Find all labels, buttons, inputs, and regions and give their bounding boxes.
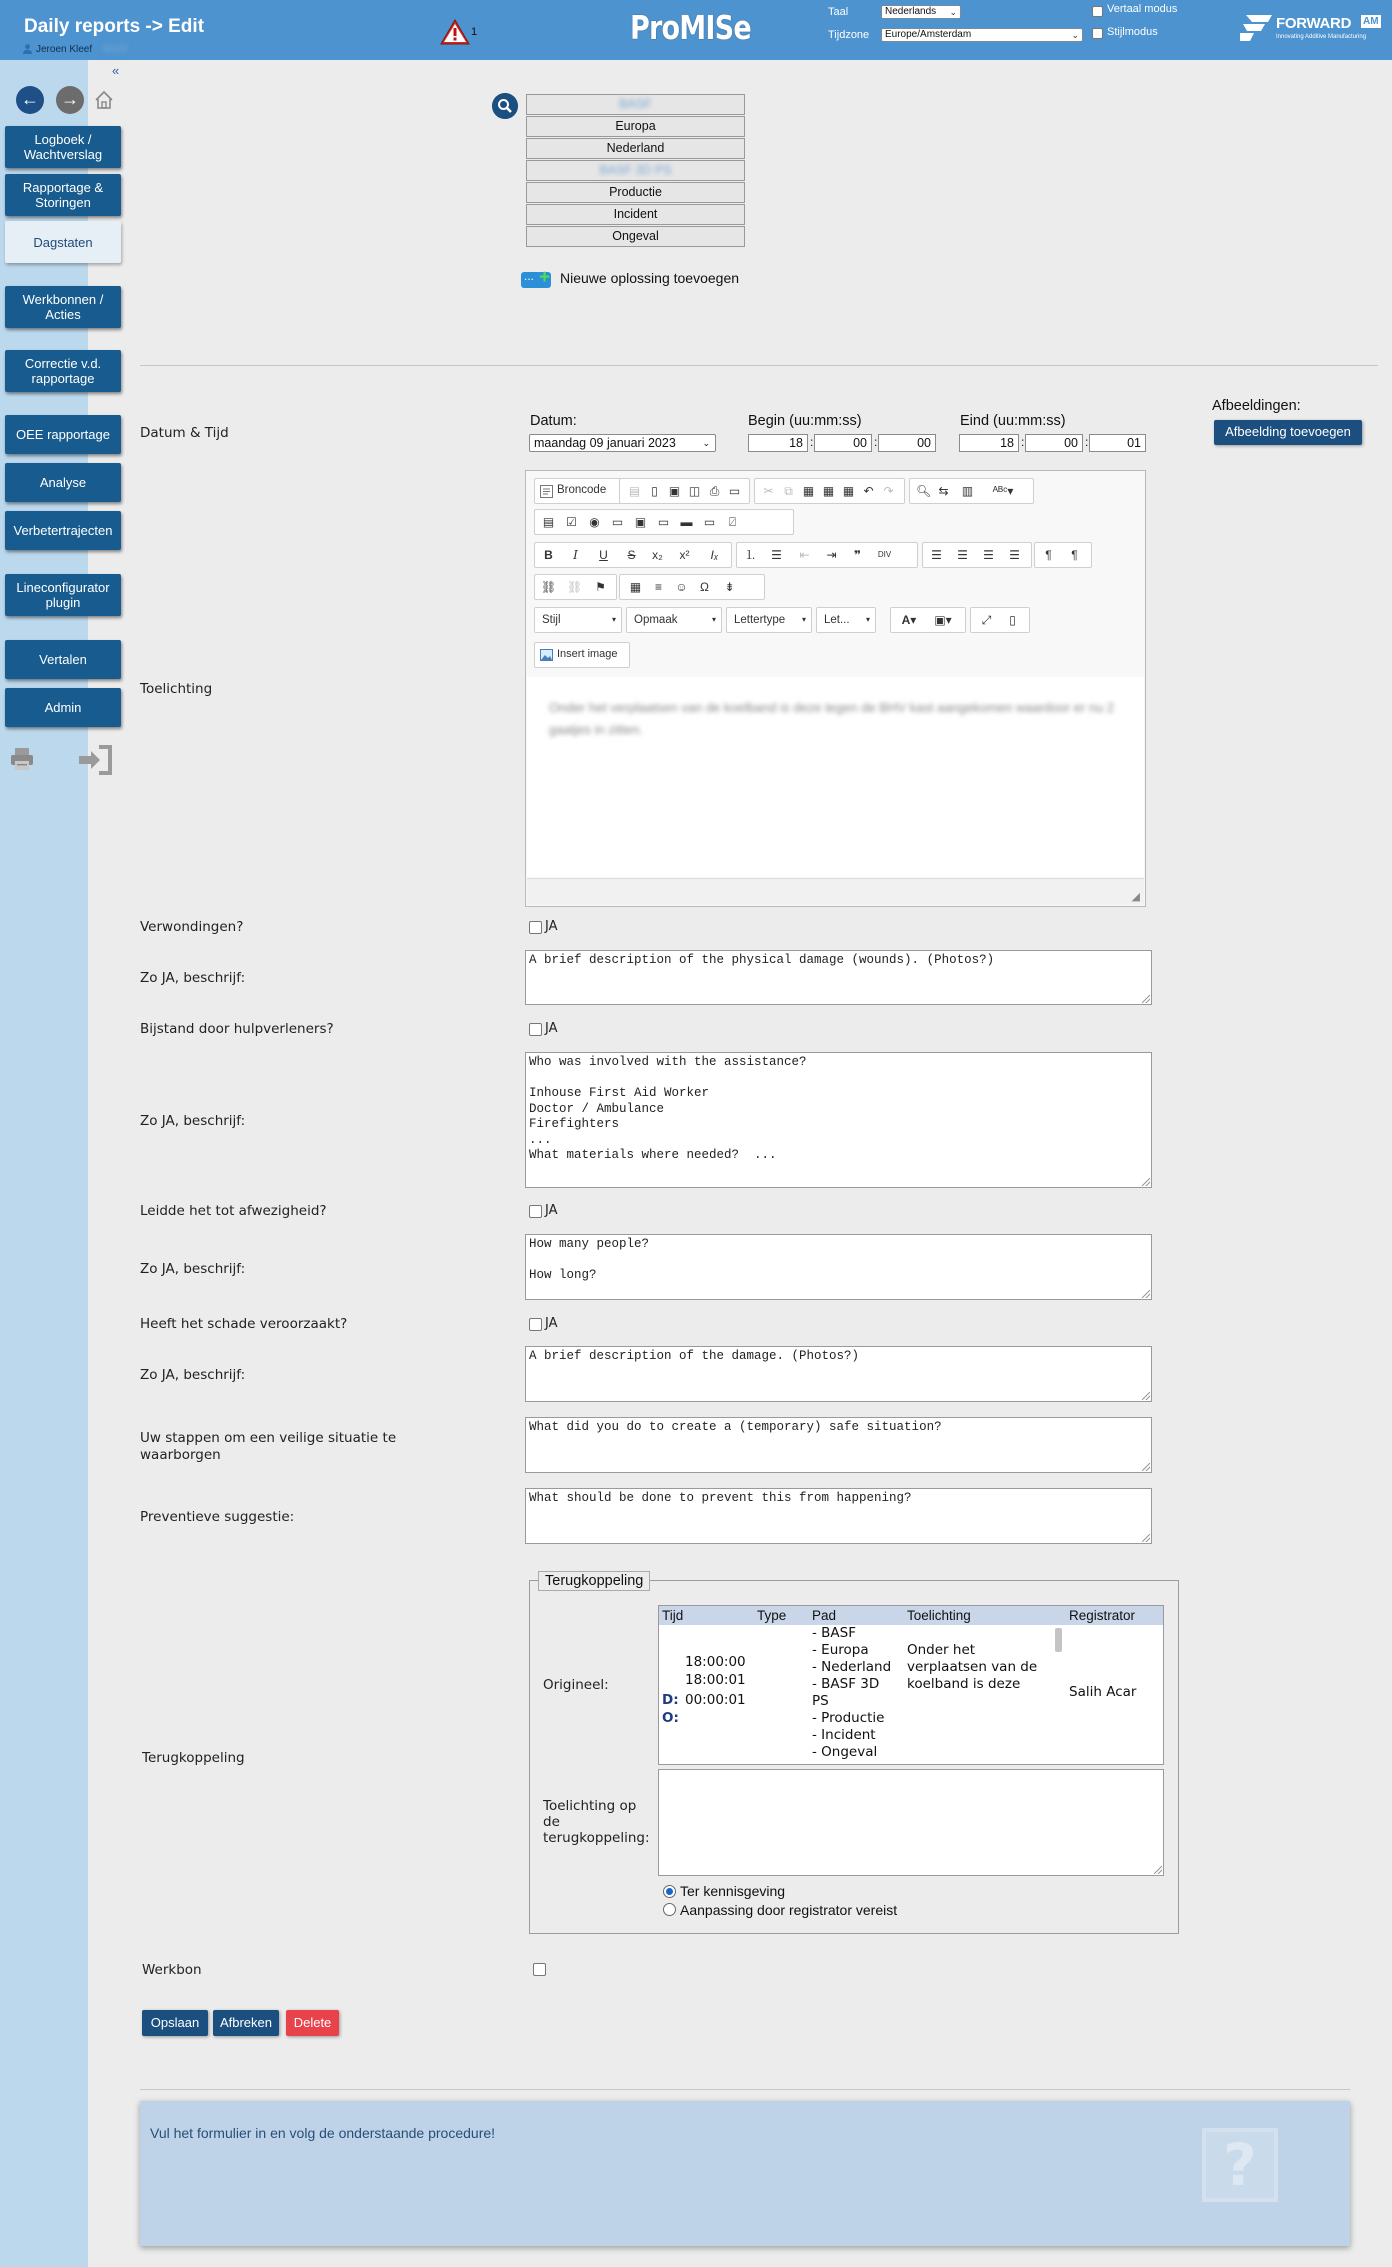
insert-image-label: Insert image — [557, 648, 618, 660]
toolbar-align-group — [922, 542, 1032, 568]
checkbox-icon[interactable]: ☑ — [566, 515, 577, 529]
tree-item-nederland[interactable]: Nederland — [526, 138, 745, 159]
forward-logo-mark — [1238, 13, 1274, 43]
damage-checkbox[interactable] — [529, 1318, 542, 1331]
div-container-icon[interactable]: DIV — [877, 550, 892, 559]
end-seconds-input[interactable]: 01 — [1089, 434, 1146, 452]
toelichting-label: Toelichting — [140, 681, 213, 697]
divider — [140, 365, 1378, 366]
sidebar-item-correctie[interactable]: Correctie v.d. rapportage — [5, 350, 121, 392]
page-break-icon[interactable]: ⇟ — [724, 580, 735, 594]
redo-icon[interactable]: ↷ — [883, 484, 894, 498]
damage-desc-textarea[interactable]: A brief description of the damage. (Photos?) — [525, 1346, 1152, 1402]
downtime-label: O: — [662, 1710, 679, 1726]
original-label: Origineel: — [543, 1677, 609, 1693]
toolbar-insert-group — [619, 574, 765, 600]
tree-item-ongeval[interactable]: Ongeval — [526, 226, 745, 247]
print-icon[interactable]: ⎙ — [709, 484, 720, 498]
toolbar-document-group — [619, 478, 750, 504]
history-table-header — [659, 1606, 1163, 1625]
horizontal-line-icon[interactable]: ≡ — [654, 580, 662, 594]
begin-hours-input[interactable]: 18 — [748, 434, 808, 452]
align-left-icon[interactable]: ☰ — [931, 548, 942, 562]
remove-format-icon[interactable]: Iₓ — [710, 548, 719, 562]
font-value: Lettertype — [734, 614, 786, 626]
collapse-sidebar-icon[interactable]: « — [112, 63, 120, 78]
new-page-icon[interactable]: ▯ — [651, 484, 658, 498]
comment-line: Onder het — [907, 1642, 976, 1658]
assistance-desc-label: Zo JA, beschrijf: — [140, 1113, 246, 1129]
info-text: Vul het formulier in en volg de onderstaande procedure! — [150, 2125, 496, 2141]
add-image-button[interactable]: Afbeelding toevoegen — [1214, 420, 1362, 445]
path-line: PS — [812, 1693, 829, 1709]
format-select[interactable] — [626, 607, 722, 633]
feedback-section-label: Terugkoppeling — [142, 1750, 245, 1766]
end-minutes-input[interactable]: 00 — [1025, 434, 1083, 452]
text-color-icon[interactable]: A▾ — [901, 613, 917, 627]
absence-desc-textarea[interactable]: How many people? How long? — [525, 1234, 1152, 1300]
format-value: Opmaak — [634, 614, 678, 626]
user-info — [36, 44, 129, 55]
absence-question: Leidde het tot afwezigheid? — [140, 1203, 327, 1219]
absence-yes-label: JA — [545, 1203, 558, 1218]
select-all-icon[interactable]: ▥ — [961, 484, 974, 498]
sidebar-item-analyse[interactable]: Analyse — [5, 463, 121, 502]
ltr-icon[interactable]: ¶ — [1045, 548, 1052, 562]
damage-question: Heeft het schade veroorzaakt? — [140, 1316, 348, 1332]
save-icon[interactable]: ▤ — [628, 484, 641, 498]
spellcheck-icon[interactable]: ᴬᴮᶜ▾ — [992, 484, 1014, 498]
wounds-question: Verwondingen? — [140, 919, 244, 935]
button-icon[interactable]: ▬ — [680, 515, 693, 529]
comment-scrollbar[interactable] — [1055, 1628, 1062, 1652]
link-icon[interactable]: ⛓ — [541, 580, 557, 594]
select-icon[interactable]: ▭ — [657, 515, 670, 529]
path-line: - BASF 3D — [812, 1676, 880, 1692]
radio-adjustment-required-label: Aanpassing door registrator vereist — [680, 1902, 898, 1918]
prevention-label: Preventieve suggestie: — [140, 1509, 295, 1525]
tree-item-label: BASF — [619, 97, 652, 111]
bullet-list-icon[interactable]: ☰ — [771, 548, 782, 562]
radio-for-information[interactable] — [663, 1885, 676, 1898]
wounds-yes-label: JA — [545, 919, 558, 934]
absence-desc-label: Zo JA, beschrijf: — [140, 1261, 246, 1277]
cancel-button[interactable]: Afbreken — [213, 2010, 279, 2036]
help-icon[interactable]: ? — [1202, 2128, 1278, 2202]
preview-icon[interactable]: ◫ — [688, 484, 701, 498]
chevron-down-icon: ▾ — [711, 615, 716, 624]
toolbar-find-group — [909, 478, 1034, 504]
search-icon[interactable] — [492, 93, 518, 119]
toolbar-basic-style-group — [534, 542, 732, 568]
italic-icon[interactable]: I — [573, 548, 578, 562]
time-separator: : — [874, 435, 878, 449]
add-solution-link[interactable] — [521, 267, 740, 288]
toolbar-paragraph-group — [736, 542, 918, 568]
paste-text-icon[interactable]: ▦ — [822, 484, 835, 498]
tree-item-incident[interactable]: Incident — [526, 204, 745, 225]
forward-am-logo — [1238, 9, 1382, 47]
column-header-type: Type — [757, 1608, 787, 1623]
editor-content-area[interactable] — [527, 677, 1144, 877]
rich-text-editor — [525, 470, 1146, 907]
begin-seconds-input[interactable]: 00 — [878, 434, 936, 452]
sidebar-item-logboek[interactable]: Logboek / Wachtverslag — [5, 126, 121, 168]
underline-icon[interactable]: U — [599, 548, 608, 562]
path-line: - Productie — [812, 1710, 885, 1726]
replace-icon[interactable]: ⇆ — [938, 484, 949, 498]
copy-icon[interactable]: ⧉ — [784, 484, 793, 498]
style-mode-checkbox[interactable] — [1092, 28, 1103, 39]
user-icon — [22, 43, 33, 54]
toolbar-clipboard-group — [754, 478, 905, 504]
column-header-comment: Toelichting — [907, 1608, 971, 1623]
size-select[interactable] — [816, 607, 876, 633]
style-select[interactable] — [534, 607, 622, 633]
back-icon[interactable]: ← — [16, 86, 44, 114]
strikethrough-icon[interactable]: S — [627, 548, 636, 562]
translate-mode-checkbox[interactable] — [1092, 6, 1103, 17]
delete-button[interactable]: Delete — [286, 2010, 339, 2036]
background-color-icon[interactable]: ▣▾ — [934, 613, 952, 627]
style-mode-label: Stijlmodus — [1107, 26, 1158, 38]
insert-image-button[interactable] — [534, 642, 630, 668]
chevron-down-icon: ⌄ — [949, 7, 957, 17]
source-icon — [540, 485, 553, 498]
maximize-icon[interactable]: ⤢ — [981, 613, 992, 627]
chevron-down-icon: ▾ — [865, 615, 870, 624]
path-line: - Nederland — [812, 1659, 892, 1675]
language-select[interactable] — [881, 5, 961, 19]
feedback-comment-textarea[interactable] — [658, 1769, 1164, 1876]
align-center-icon[interactable]: ☰ — [957, 548, 968, 562]
assistance-question: Bijstand door hulpverleners? — [140, 1021, 334, 1037]
numbered-list-icon[interactable]: ⒈ — [744, 548, 757, 562]
werkbon-label: Werkbon — [142, 1962, 202, 1978]
bold-icon[interactable]: B — [544, 548, 553, 562]
time-separator: : — [1085, 435, 1089, 449]
absence-checkbox[interactable] — [529, 1205, 542, 1218]
anchor-icon[interactable]: ⚑ — [595, 580, 606, 594]
printer-icon[interactable] — [9, 746, 35, 772]
time-separator: : — [1021, 435, 1025, 449]
show-blocks-icon[interactable]: ▯ — [1009, 613, 1016, 627]
time-separator: : — [810, 435, 814, 449]
column-header-registrar: Registrator — [1069, 1608, 1136, 1623]
end-label: Eind (uu:mm:ss) — [960, 413, 1066, 429]
templates-icon[interactable]: ▣ — [668, 484, 681, 498]
date-select[interactable] — [529, 434, 716, 452]
sidebar-item-lineconfigurator[interactable]: Lineconfigurator plugin — [5, 574, 121, 616]
timezone-value: Europe/Amsterdam — [885, 29, 972, 40]
save-button[interactable]: Opslaan — [142, 2010, 208, 2036]
image-button-icon[interactable]: ▭ — [703, 515, 716, 529]
feedback-comment-label: Toelichting op de terugkoppeling: — [543, 1798, 650, 1846]
comment-line: verplaatsen van de — [907, 1659, 1038, 1675]
comment-line: koelband is deze — [907, 1676, 1021, 1692]
table-icon[interactable]: ▦ — [629, 580, 642, 594]
undo-icon[interactable]: ↶ — [863, 484, 874, 498]
special-char-icon[interactable]: Ω — [700, 580, 709, 594]
history-end-time: 18:00:01 — [685, 1672, 746, 1688]
editor-status-bar — [527, 878, 1144, 905]
registrar-name: Salih Acar — [1069, 1684, 1137, 1700]
wounds-checkbox[interactable] — [529, 921, 542, 934]
toolbar-forms-group — [534, 509, 794, 535]
chevron-down-icon: ▾ — [611, 615, 616, 624]
end-hours-input[interactable]: 18 — [959, 434, 1019, 452]
safety-steps-textarea[interactable]: What did you do to create a (temporary) safe situation? — [525, 1417, 1152, 1473]
align-right-icon[interactable]: ☰ — [983, 548, 994, 562]
unlink-icon[interactable]: ⛓ — [567, 580, 583, 594]
font-select[interactable] — [726, 607, 812, 633]
sidebar-item-vertalen[interactable]: Vertalen — [5, 640, 121, 679]
source-button[interactable] — [534, 478, 621, 504]
radio-icon[interactable]: ◉ — [589, 515, 600, 529]
size-value: Let... — [824, 614, 850, 626]
chevron-down-icon: ⌄ — [702, 438, 710, 448]
cut-icon[interactable]: ✂ — [763, 484, 774, 498]
paste-word-icon[interactable]: ▦ — [842, 484, 855, 498]
sidebar-item-oee[interactable]: OEE rapportage — [5, 415, 121, 454]
home-icon[interactable] — [94, 90, 114, 110]
sidebar-item-rapportage[interactable]: Rapportage & Storingen — [5, 174, 121, 216]
prevention-textarea[interactable]: What should be done to prevent this from happening? — [525, 1488, 1152, 1544]
info-panel — [140, 2101, 1350, 2246]
document-icon[interactable]: ▭ — [728, 484, 741, 498]
warning-icon[interactable] — [440, 19, 470, 45]
tree-item-label: BASF 3D PS — [599, 163, 672, 177]
image-icon — [540, 649, 553, 661]
top-bar — [0, 0, 1392, 60]
radio-for-information-label: Ter kennisgeving — [680, 1883, 786, 1899]
date-value: maandag 09 januari 2023 — [534, 436, 676, 450]
align-justify-icon[interactable]: ☰ — [1009, 548, 1020, 562]
form-icon[interactable]: ▤ — [542, 515, 555, 529]
add-solution-label: Nieuwe oplossing toevoegen — [560, 270, 740, 286]
path-line: - Ongeval — [812, 1744, 878, 1760]
source-label: Broncode — [557, 484, 607, 496]
forward-icon[interactable]: → — [56, 86, 84, 114]
assistance-checkbox[interactable] — [529, 1023, 542, 1036]
logout-icon[interactable] — [77, 745, 113, 775]
wounds-desc-textarea[interactable]: A brief description of the physical damage (wounds). (Photos?) — [525, 950, 1152, 1005]
timezone-label: Tijdzone — [828, 29, 870, 41]
assistance-yes-label: JA — [545, 1021, 558, 1036]
translate-mode-label: Vertaal modus — [1107, 3, 1178, 15]
begin-minutes-input[interactable]: 00 — [814, 434, 872, 452]
brand-tagline: Innovating Additive Manufacturing — [1276, 34, 1367, 40]
language-value: Nederlands — [885, 6, 937, 17]
sidebar-item-verbetertrajecten[interactable]: Verbetertrajecten — [5, 511, 121, 550]
sidebar-item-werkbonnen[interactable]: Werkbonnen / Acties — [5, 286, 121, 328]
increase-indent-icon[interactable]: ⇥ — [826, 548, 837, 562]
language-label: Taal — [828, 6, 849, 18]
page-title: Daily reports -> Edit — [24, 16, 205, 37]
user-name: Jeroen Kleef — [36, 44, 93, 55]
column-header-time: Tijd — [662, 1608, 684, 1623]
wounds-desc-label: Zo JA, beschrijf: — [140, 970, 246, 986]
textfield-icon[interactable]: ▭ — [611, 515, 624, 529]
decrease-indent-icon[interactable]: ⇤ — [799, 548, 810, 562]
textarea-icon[interactable]: ▣ — [634, 515, 647, 529]
hidden-field-icon[interactable]: ⍁ — [728, 515, 737, 529]
blockquote-icon[interactable]: ❞ — [853, 548, 862, 562]
tree-item-productie[interactable]: Productie — [526, 182, 745, 203]
history-table — [658, 1605, 1164, 1765]
add-solution-icon: ... + — [521, 272, 551, 288]
damage-yes-label: JA — [545, 1316, 558, 1331]
tree-item-basf[interactable] — [526, 94, 745, 115]
divider — [140, 2089, 1350, 2090]
history-start-time: 18:00:00 — [685, 1654, 746, 1670]
toolbar-tools-group — [970, 607, 1030, 633]
path-line: - Incident — [812, 1727, 876, 1743]
datetime-label: Datum & Tijd — [140, 425, 229, 441]
werkbon-checkbox[interactable] — [533, 1963, 546, 1976]
toolbar-colors-group — [890, 607, 966, 633]
toolbar-direction-group — [1034, 542, 1092, 568]
rtl-icon[interactable]: ¶ — [1071, 548, 1078, 562]
paste-icon[interactable]: ▦ — [802, 484, 815, 498]
history-duration: 00:00:01 — [685, 1692, 746, 1708]
chevron-down-icon: ▾ — [801, 615, 806, 624]
damage-desc-label: Zo JA, beschrijf: — [140, 1367, 246, 1383]
path-tree — [526, 94, 745, 248]
smiley-icon[interactable]: ☺ — [675, 580, 688, 594]
brand-name: FORWARD — [1276, 15, 1352, 32]
path-line: - BASF — [812, 1625, 856, 1641]
toolbar-links-group — [534, 574, 617, 600]
feedback-legend: Terugkoppeling — [538, 1571, 650, 1591]
tree-item-basf-3d-ps[interactable] — [526, 160, 745, 181]
brand-badge: AM — [1363, 16, 1379, 27]
radio-adjustment-required[interactable] — [663, 1903, 676, 1916]
begin-label: Begin (uu:mm:ss) — [748, 413, 862, 429]
editor-content-text: Onder het verplaatsen van de koelband is deze tegen de BHV kast aangekomen waardoor er nu 2 gaatjes in zitten. — [549, 700, 1115, 737]
column-header-path: Pad — [812, 1608, 837, 1623]
user-org: BASF — [102, 44, 130, 55]
tree-item-europa[interactable]: Europa — [526, 116, 745, 137]
images-label: Afbeeldingen: — [1212, 398, 1301, 414]
sidebar-item-dagstaten[interactable]: Dagstaten — [5, 221, 121, 263]
assistance-desc-textarea[interactable]: Who was involved with the assistance? Inhouse First Aid Worker Doctor / Ambulance Firefighters ... What materials where needed? ... — [525, 1052, 1152, 1188]
resize-handle-icon[interactable]: ◢ — [1131, 891, 1140, 903]
duration-label: D: — [662, 1692, 679, 1708]
sidebar-item-admin[interactable]: Admin — [5, 688, 121, 727]
warning-count: 1 — [471, 26, 478, 38]
path-line: - Europa — [812, 1642, 869, 1658]
date-label: Datum: — [530, 413, 577, 429]
promise-logo: ProMISe — [630, 8, 751, 47]
timezone-select[interactable] — [881, 28, 1083, 42]
superscript-icon[interactable]: x² — [679, 548, 690, 562]
subscript-icon[interactable]: x₂ — [652, 548, 663, 562]
find-icon[interactable]: 🔍︎ — [916, 484, 932, 498]
safety-steps-label: Uw stappen om een veilige situatie te waarborgen — [140, 1430, 397, 1463]
style-value: Stijl — [542, 614, 561, 626]
chevron-down-icon: ⌄ — [1071, 30, 1079, 40]
